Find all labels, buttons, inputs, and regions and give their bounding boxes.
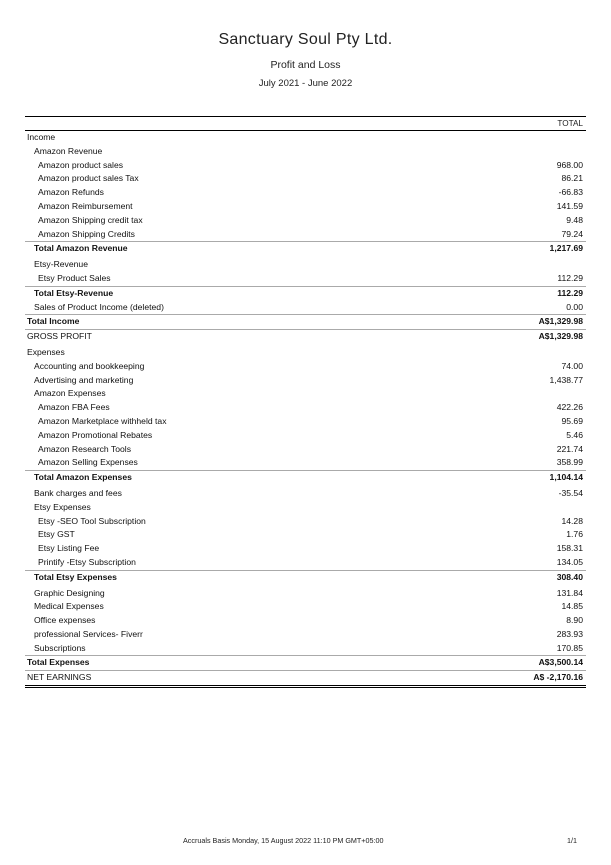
table-row xyxy=(25,614,586,628)
row-label: Amazon Shipping Credits xyxy=(38,228,135,239)
row-label: professional Services- Fiverr xyxy=(34,628,143,639)
row-label: Etsy-Revenue xyxy=(34,259,88,270)
table-row xyxy=(25,456,586,470)
table-row xyxy=(25,272,586,286)
row-label: Expenses xyxy=(27,346,65,357)
section-expenses xyxy=(25,346,586,360)
row-amount: -35.54 xyxy=(558,487,583,498)
row-amount: 86.21 xyxy=(561,173,583,184)
row-label: Printify -Etsy Subscription xyxy=(38,556,136,567)
row-amount: 14.28 xyxy=(561,515,583,526)
table-row xyxy=(25,443,586,457)
table-row xyxy=(25,374,586,388)
row-amount: 170.85 xyxy=(556,642,583,653)
row-label: NET EARNINGS xyxy=(27,672,92,683)
group-amazon-revenue xyxy=(25,145,586,159)
footer-basis-timestamp: Accruals Basis Monday, 15 August 2022 11:10 PM GMT+05:00 xyxy=(183,836,384,845)
table-row xyxy=(25,528,586,542)
row-amount: 141.59 xyxy=(556,200,583,211)
row-amount: 1,104.14 xyxy=(549,472,583,483)
row-amount: 95.69 xyxy=(561,415,583,426)
section-income xyxy=(25,131,586,145)
report-title: Profit and Loss xyxy=(270,59,341,71)
row-label: Total Amazon Revenue xyxy=(34,243,128,254)
row-amount: 134.05 xyxy=(556,556,583,567)
table-row xyxy=(25,301,586,315)
row-amount: 968.00 xyxy=(556,159,583,170)
row-label: Subscriptions xyxy=(34,642,86,653)
row-amount: 1,217.69 xyxy=(549,243,583,254)
row-amount: 283.93 xyxy=(556,628,583,639)
row-amount: 5.46 xyxy=(566,429,583,440)
table-row xyxy=(25,587,586,601)
row-amount: 74.00 xyxy=(561,360,583,371)
row-label: Amazon Selling Expenses xyxy=(38,457,138,468)
row-amount: 221.74 xyxy=(556,443,583,454)
row-label: Amazon Promotional Rebates xyxy=(38,429,153,440)
row-amount: 422.26 xyxy=(556,402,583,413)
row-amount: -66.83 xyxy=(558,187,583,198)
row-amount: 8.90 xyxy=(566,615,583,626)
row-amount: A$ -2,170.16 xyxy=(533,672,583,683)
total-amazon-expenses-row xyxy=(25,470,586,485)
table-row xyxy=(25,556,586,570)
row-label: Etsy -SEO Tool Subscription xyxy=(38,515,146,526)
net-earnings-row xyxy=(25,670,586,688)
table-row xyxy=(25,200,586,214)
row-amount: 14.85 xyxy=(561,601,583,612)
row-amount: A$1,329.98 xyxy=(538,331,583,342)
table-row xyxy=(25,214,586,228)
row-amount: 308.40 xyxy=(556,571,583,582)
row-label: Etsy GST xyxy=(38,529,75,540)
row-amount: 112.29 xyxy=(557,272,583,283)
row-amount: 158.31 xyxy=(556,543,583,554)
profit-loss-table xyxy=(25,116,586,688)
row-label: Etsy Product Sales xyxy=(38,272,111,283)
row-label: GROSS PROFIT xyxy=(27,331,92,342)
table-row xyxy=(25,600,586,614)
row-label: Bank charges and fees xyxy=(34,487,122,498)
row-label: Total Expenses xyxy=(27,657,90,668)
row-amount: 358.99 xyxy=(556,457,583,468)
row-label: Advertising and marketing xyxy=(34,374,134,385)
gross-profit-row xyxy=(25,329,586,344)
table-row xyxy=(25,628,586,642)
group-etsy-revenue xyxy=(25,258,586,272)
row-label: Amazon Research Tools xyxy=(38,443,131,454)
row-amount: A$3,500.14 xyxy=(538,657,583,668)
row-amount: 79.24 xyxy=(561,228,583,239)
row-amount: 1.76 xyxy=(566,529,583,540)
footer-page-number: 1/1 xyxy=(567,836,577,845)
row-amount: 131.84 xyxy=(556,587,583,598)
row-amount: 112.29 xyxy=(557,287,583,298)
table-row xyxy=(25,642,586,656)
table-row xyxy=(25,487,586,501)
row-label: Amazon FBA Fees xyxy=(38,402,110,413)
row-amount: A$1,329.98 xyxy=(538,316,583,327)
company-name: Sanctuary Soul Pty Ltd. xyxy=(218,31,393,48)
row-label: Total Amazon Expenses xyxy=(34,472,132,483)
table-row xyxy=(25,515,586,529)
row-amount: 1,438.77 xyxy=(549,374,583,385)
row-amount: 0.00 xyxy=(566,301,583,312)
table-row xyxy=(25,360,586,374)
total-etsy-revenue-row xyxy=(25,286,586,301)
row-label: Amazon Marketplace withheld tax xyxy=(38,415,167,426)
total-expenses-row xyxy=(25,655,586,670)
total-income-row xyxy=(25,314,586,329)
row-label: Income xyxy=(27,132,56,142)
row-label: Amazon Shipping credit tax xyxy=(38,214,143,225)
row-label: Amazon Refunds xyxy=(38,187,104,198)
row-label: Etsy Listing Fee xyxy=(38,543,100,554)
row-label: Accounting and bookkeeping xyxy=(34,360,145,371)
row-label: Total Etsy Expenses xyxy=(34,571,117,582)
table-row xyxy=(25,401,586,415)
row-label: Amazon product sales Tax xyxy=(38,173,139,184)
row-label: Amazon product sales xyxy=(38,159,124,170)
row-amount: 9.48 xyxy=(566,214,583,225)
table-row xyxy=(25,186,586,200)
row-label: Office expenses xyxy=(34,615,96,626)
row-label: Sales of Product Income (deleted) xyxy=(34,301,164,312)
row-label: Total Income xyxy=(27,316,80,327)
column-header-total: TOTAL xyxy=(25,117,586,131)
table-row xyxy=(25,172,586,186)
total-amazon-revenue-row xyxy=(25,241,586,256)
row-label: Etsy Expenses xyxy=(34,501,91,512)
table-row xyxy=(25,159,586,173)
total-etsy-expenses-row xyxy=(25,570,586,585)
row-label: Amazon Reimbursement xyxy=(38,200,133,211)
report-period: July 2021 - June 2022 xyxy=(258,78,353,89)
group-etsy-expenses xyxy=(25,501,586,515)
table-row xyxy=(25,415,586,429)
row-label: Amazon Revenue xyxy=(34,145,103,156)
row-label: Total Etsy-Revenue xyxy=(34,287,114,298)
table-row xyxy=(25,429,586,443)
row-label: Medical Expenses xyxy=(34,601,104,612)
row-label: Amazon Expenses xyxy=(34,388,106,399)
table-row xyxy=(25,228,586,242)
table-row xyxy=(25,542,586,556)
group-amazon-expenses xyxy=(25,387,586,401)
row-label: Graphic Designing xyxy=(34,587,105,598)
